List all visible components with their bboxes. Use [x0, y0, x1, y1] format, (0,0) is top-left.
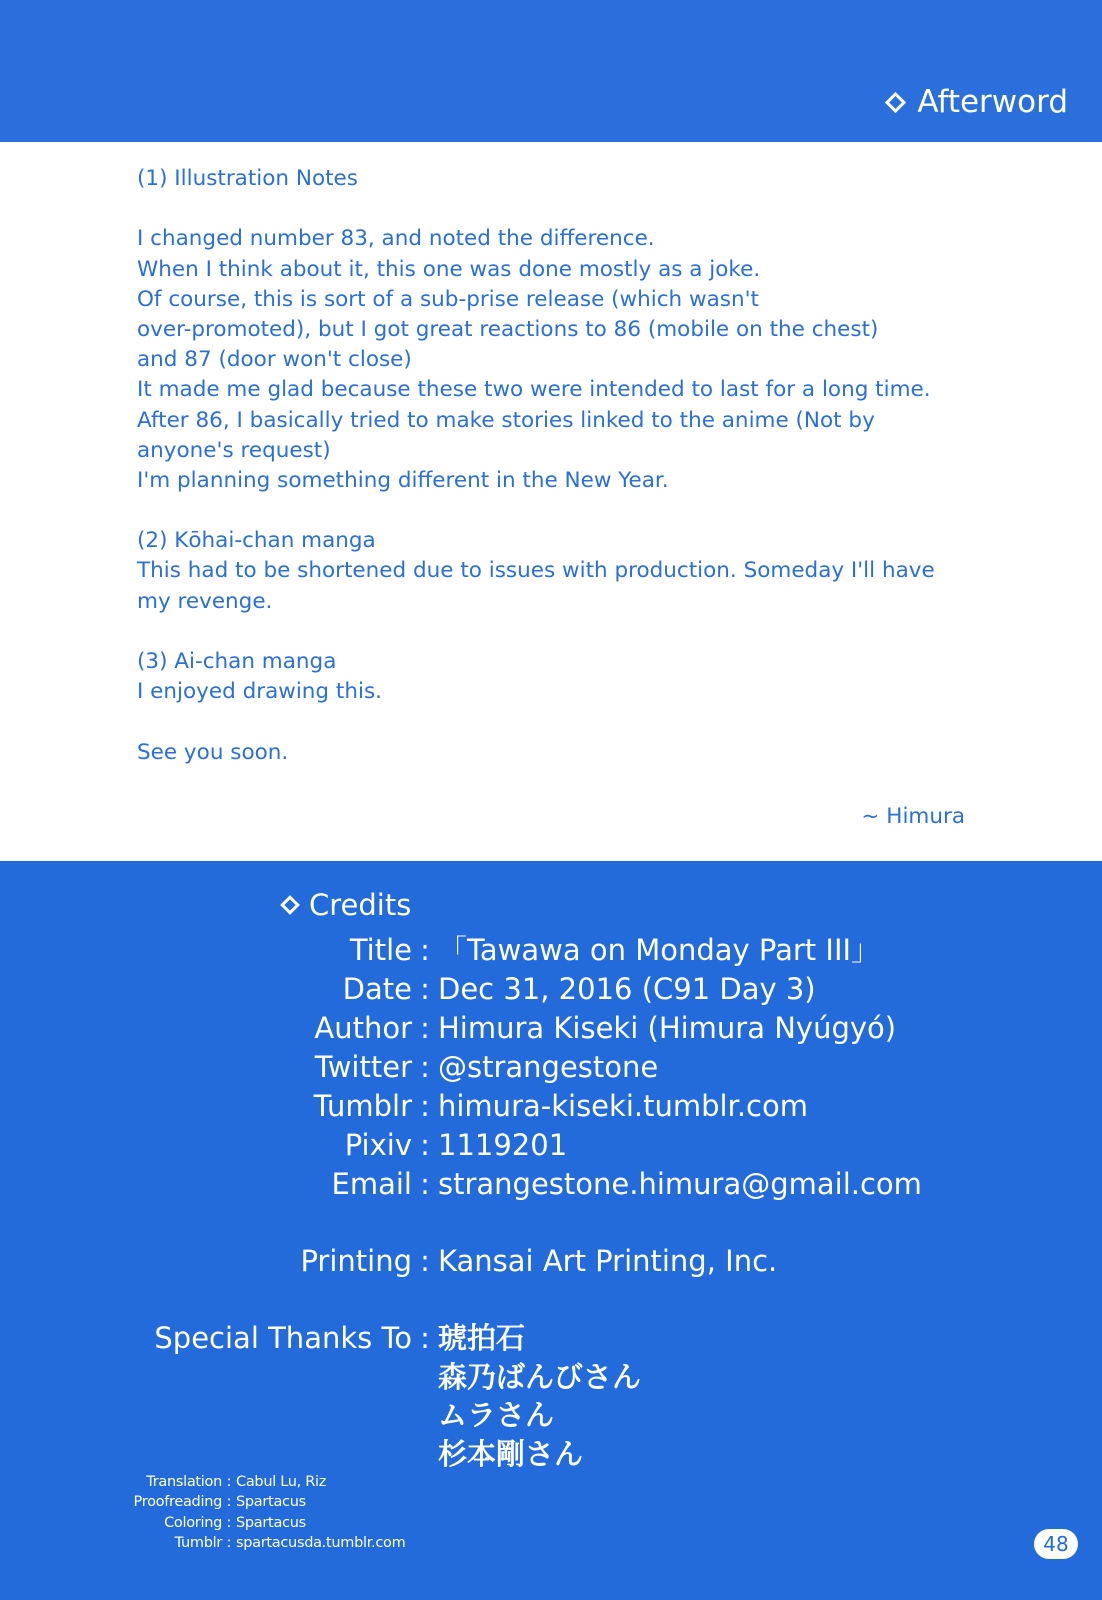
credit-value: Kansai Art Printing, Inc. — [438, 1244, 778, 1278]
credit-separator: : — [420, 1011, 430, 1045]
credit-separator: : — [420, 933, 430, 967]
staff-credits — [0, 1472, 405, 1553]
credit-row-pixiv — [0, 1126, 1102, 1164]
note-line: I changed number 83, and noted the difference. — [137, 226, 655, 252]
staff-value: Spartacus — [236, 1514, 306, 1531]
credit-label: Title — [349, 933, 412, 967]
afterword-notes — [137, 164, 977, 768]
note-line: When I think about it, this one was done mostly as a joke. — [137, 256, 761, 282]
credit-label: Special Thanks To — [154, 1321, 412, 1355]
staff-separator: : — [226, 1494, 232, 1511]
credit-label: Author — [314, 1011, 412, 1045]
staff-row-translation — [0, 1472, 405, 1492]
note-line: See you soon. — [137, 739, 289, 765]
credit-value: 1119201 — [438, 1128, 568, 1162]
thanks-name: 森乃ばんびさん — [438, 1359, 642, 1394]
blank-line — [137, 194, 977, 224]
signature: ~ Himura — [861, 804, 965, 829]
staff-separator: : — [226, 1474, 232, 1490]
thanks-name: 琥拍石 — [438, 1321, 526, 1355]
credit-label: Email — [331, 1167, 412, 1201]
credit-row-author — [0, 1009, 1102, 1047]
credit-label: Printing — [300, 1244, 412, 1278]
credit-row-printing — [0, 1242, 1102, 1280]
credit-label: Pixiv — [344, 1128, 412, 1162]
credit-row-email — [0, 1165, 1102, 1203]
afterword-heading — [888, 82, 1068, 122]
staff-value: spartacusda.tumblr.com — [236, 1534, 406, 1551]
note-line: I'm planning something different in the New Year. — [137, 467, 669, 493]
note-line: (3) Ai-chan manga — [137, 649, 337, 674]
credit-row-date — [0, 970, 1102, 1008]
credit-row-tumblr — [0, 1087, 1102, 1125]
note-line: I enjoyed drawing this. — [137, 679, 382, 705]
staff-row-tumblr — [0, 1533, 405, 1553]
note-line: This had to be shortened due to issues with production. Someday I'll have — [137, 558, 935, 584]
staff-label: Tumblr — [174, 1534, 222, 1551]
note-line: over-promoted), but I got great reactions to 86 (mobile on the chest) — [137, 316, 879, 342]
credit-row-title — [0, 931, 1102, 969]
afterword-title: Afterword — [917, 84, 1068, 120]
credit-value: himura-kiseki.tumblr.com — [438, 1089, 808, 1123]
credit-separator: : — [420, 1050, 430, 1084]
staff-label: Coloring — [164, 1514, 222, 1531]
credit-separator: : — [420, 972, 430, 1006]
note-line: (2) Kōhai-chan manga — [137, 528, 376, 554]
credit-label: Twitter — [314, 1050, 412, 1084]
staff-separator: : — [226, 1534, 232, 1551]
credit-separator: : — [420, 1089, 430, 1123]
diamond-icon — [885, 91, 906, 112]
diamond-icon — [280, 895, 300, 915]
credit-separator: : — [420, 1128, 430, 1162]
staff-label: Proofreading — [133, 1494, 222, 1511]
staff-label: Translation — [146, 1474, 222, 1490]
credit-label: Tumblr — [313, 1089, 412, 1123]
blank-line — [137, 617, 977, 647]
credit-value: Dec 31, 2016 (C91 Day 3) — [438, 972, 816, 1006]
credit-separator: : — [420, 1321, 430, 1355]
note-line: and 87 (door won't close) — [137, 347, 412, 373]
note-line: (1) Illustration Notes — [137, 166, 358, 191]
note-line: After 86, I basically tried to make stories linked to the anime (Not by — [137, 407, 875, 433]
staff-value: Spartacus — [236, 1494, 306, 1511]
blank-line — [137, 496, 977, 526]
page-number: 48 — [1034, 1529, 1078, 1559]
note-line: Of course, this is sort of a sub-prise release (which wasn't — [137, 286, 759, 312]
credit-label: Date — [342, 972, 412, 1006]
thanks-name: ムラさん — [438, 1398, 555, 1432]
note-line: my revenge. — [137, 588, 273, 614]
credits-title: Credits — [309, 888, 412, 922]
credits-heading — [283, 886, 411, 924]
thanks-name: 杉本剛さん — [438, 1436, 584, 1471]
credit-value: @strangestone — [438, 1050, 659, 1084]
credit-separator: : — [420, 1244, 430, 1278]
special-thanks-list — [438, 1319, 641, 1473]
staff-value: Cabul Lu, Riz — [236, 1474, 327, 1490]
note-line: anyone's request) — [137, 437, 331, 463]
note-line: It made me glad because these two were intended to last for a long time. — [137, 377, 931, 403]
credit-value: 「Tawawa on Monday Part III」 — [438, 933, 881, 967]
credit-separator: : — [420, 1167, 430, 1201]
credit-value: Himura Kiseki (Himura Nyúgyó) — [438, 1011, 897, 1045]
credit-value: strangestone.himura@gmail.com — [438, 1167, 922, 1201]
blank-line — [137, 707, 977, 737]
staff-row-coloring — [0, 1513, 405, 1533]
staff-separator: : — [226, 1514, 232, 1531]
staff-row-proofreading — [0, 1492, 405, 1512]
credit-row-twitter — [0, 1048, 1102, 1086]
